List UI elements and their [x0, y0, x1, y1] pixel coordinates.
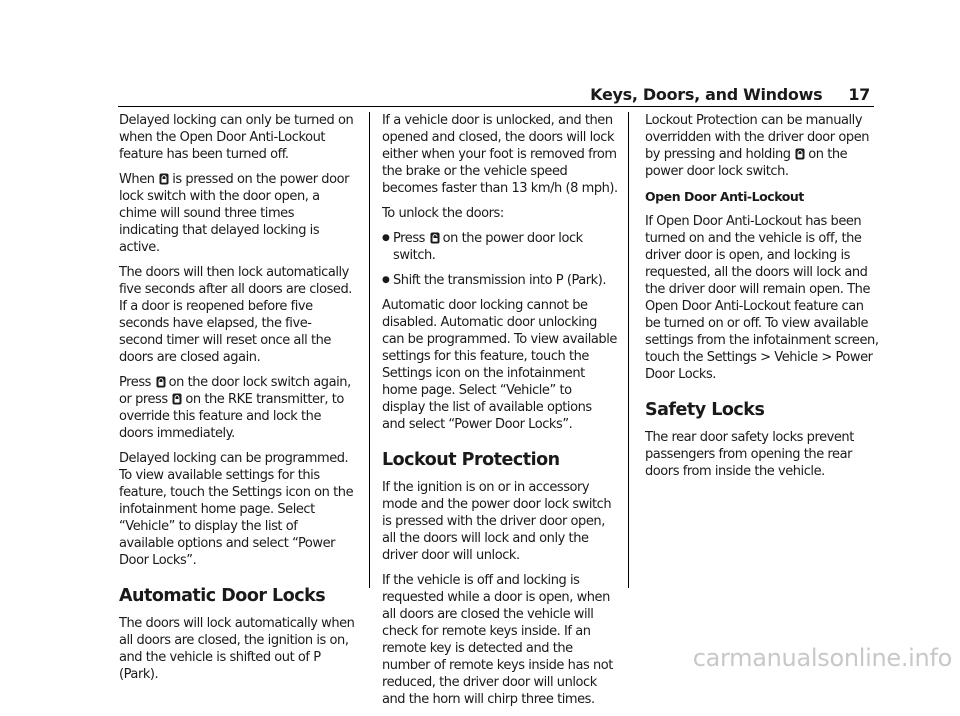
text: is pressed on the power door lock switch with the door open, a chime will sound three times indicating that delayed locking is active. [119, 172, 349, 255]
lock-icon [156, 376, 166, 388]
subheading-open-door-anti-lockout: Open Door Anti-Lockout [645, 189, 804, 204]
column-2 [382, 112, 618, 716]
paragraph [645, 112, 881, 180]
column-3 [645, 112, 881, 488]
text: Lockout Protection can be manually overridden with the driver door open by pressing and holding [645, 113, 870, 162]
heading-automatic-door-locks: Automatic Door Locks [119, 586, 326, 606]
paragraph: The doors will lock automatically when all doors are closed, the ignition is on, and the vehicle is shifted out of P (Park). [119, 616, 355, 682]
paragraph [119, 171, 355, 256]
list-item [382, 272, 618, 289]
paragraph: If a vehicle door is unlocked, and then opened and closed, the doors will lock either when your foot is removed from the brake or the vehicle speed becomes faster than 13 km/h (8 mph). [382, 113, 618, 196]
text: When [119, 172, 159, 187]
paragraph: To unlock the doors: [382, 206, 504, 221]
text: on the power door lock switch. [393, 231, 583, 263]
watermark: carmanualsonline.info [692, 644, 952, 672]
heading-lockout-protection: Lockout Protection [382, 450, 560, 470]
paragraph: The doors will then lock automatically five seconds after all doors are closed. If a door is reopened before five seconds have elapsed, the five-second timer will reset once all the doors are closed again. [119, 265, 352, 365]
unlock-icon [430, 232, 440, 244]
list-item-text [393, 230, 618, 264]
list-item [382, 230, 618, 264]
column-divider [369, 112, 370, 588]
column-1 [119, 112, 355, 691]
section-title: Keys, Doors, and Windows [590, 85, 823, 104]
paragraph: The rear door safety locks prevent passengers from opening the rear doors from inside the vehicle. [645, 430, 854, 479]
text: Press [393, 231, 429, 246]
text: Press [119, 375, 155, 390]
list-item-text: Shift the transmission into P (Park). [393, 273, 607, 288]
text: on the power door lock switch. [645, 147, 848, 179]
paragraph: Automatic door locking cannot be disabled. Automatic door unlocking can be programmed. To view available settings for this feature, touch the Settings icon on the infotainment home page. Select “Vehicle” to display the list of available options and select “Power Door Locks”. [382, 298, 617, 432]
column-divider [628, 112, 629, 588]
lock-icon [795, 148, 805, 160]
bullet-icon: ● [382, 275, 390, 285]
bullet-icon: ● [382, 233, 390, 243]
paragraph: Delayed locking can only be turned on when the Open Door Anti-Lockout feature has been turned off. [119, 113, 354, 162]
paragraph: If Open Door Anti-Lockout has been turned on and the vehicle is off, the driver door is open, and locking is requested, all the doors will lock and the driver door will remain open. The Open Door Anti-Lockout feature can be turned on or off. To view available settings from the infotainment screen, touch the Settings > Vehicle > Power Door Locks. [645, 214, 879, 382]
paragraph [119, 374, 355, 442]
lock-icon [159, 173, 169, 185]
paragraph: If the ignition is on or in accessory mode and the power door lock switch is pressed with the driver door open, all the doors will lock and only the driver door will unlock. [382, 480, 612, 563]
paragraph: If the vehicle is off and locking is requested while a door is open, when all doors are closed the vehicle will check for remote keys inside. If an remote key is detected and the number of remote keys inside has not reduced, the driver door will unlock and the horn will chirp three times. [382, 573, 613, 707]
header-rule [118, 106, 874, 107]
page-number: 17 [848, 85, 870, 104]
page-header [590, 78, 870, 104]
lock-icon [172, 393, 182, 405]
paragraph: Delayed locking can be programmed. To view available settings for this feature, touch the Settings icon on the infotainment home page. Select “Vehicle” to display the list of available options and select “Power Door Locks”. [119, 451, 354, 568]
text: on the RKE transmitter, to override this feature and lock the doors immediately. [119, 392, 344, 441]
heading-safety-locks: Safety Locks [645, 400, 765, 420]
text: on the door lock switch again, or press [119, 375, 351, 407]
